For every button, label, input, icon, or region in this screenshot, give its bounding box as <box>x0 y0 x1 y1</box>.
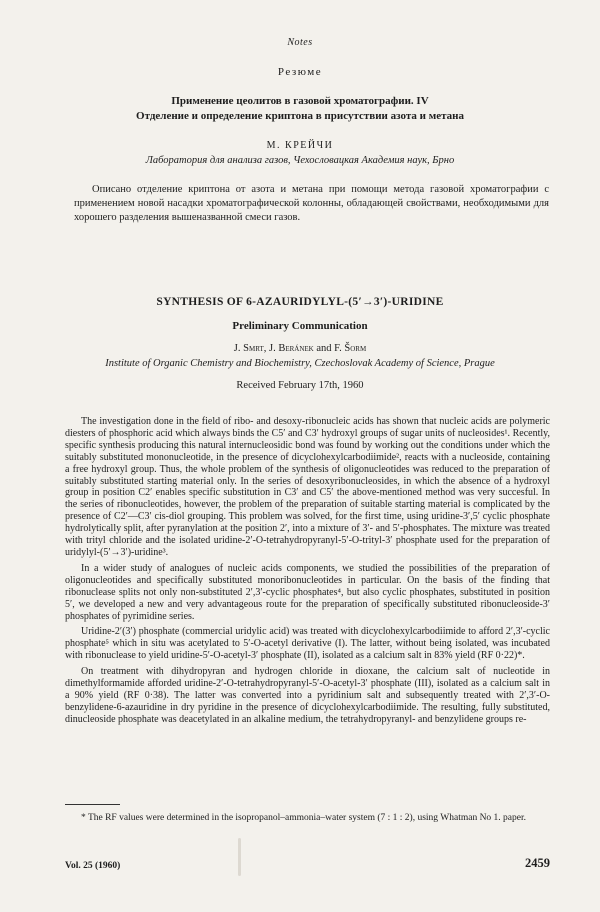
article-authors: J. Smrt, J. Beránek and F. Šorm <box>233 343 367 354</box>
footnote-rule <box>65 804 120 805</box>
resume-heading: Резюме <box>277 66 323 78</box>
article-title: SYNTHESIS OF 6-AZAURIDYLYL-(5′→3′)-URIDINE <box>156 296 444 308</box>
article-subtitle: Preliminary Communication <box>232 320 368 332</box>
resume-author: М. КРЕЙЧИ <box>266 140 334 151</box>
running-head: Notes <box>287 37 313 48</box>
author-beranek: J. Beránek <box>268 343 314 354</box>
resume-title <box>0 94 600 124</box>
body-paragraph-4: On treatment with dihydropyran and hydrogen chloride in dioxane, the calcium salt of nucleotide in dimethylformamide afforded uridine-2′-O-tetrahydropyranyl-5′-O-acetyl-3′ phosphate (III), isolated as a calcium salt in a 90% yield (RF 0·38). The latter was converted into a pyridinium salt and subsequently treated with 2′,3′-O-benzylidene-6-azauridine in dry pyridine in the presence of dicyclohexylcarbodiimide. The resulting, fully substituted, dinucleoside phosphate was deacetylated in an alkaline medium, the tetrahydropyranyl- and benzylidene groups re- <box>65 666 550 725</box>
article-affiliation: Institute of Organic Chemistry and Biochemistry, Czechoslovak Academy of Science, Prague <box>105 358 495 369</box>
resume-title-line1: Применение цеолитов в газовой хроматографии. IV <box>171 95 429 107</box>
footnote: * The RF values were determined in the isopropanol–ammonia–water system (7 : 1 : 2), using Whatman No 1. paper. <box>81 813 526 823</box>
volume-label: Vol. 25 (1960) <box>65 861 121 871</box>
author-sorm: F. Šorm <box>334 343 367 354</box>
received-date: Received February 17th, 1960 <box>236 380 364 391</box>
body-paragraph-1: The investigation done in the field of ribo- and desoxy-ribonucleic acids has shown that nucleic acids are polymeric diesters of phosphoric acid which always binds the C5′ and C3′ hydroxyl groups of sugar units of nucleosides¹. Recently, specific synthesis producing this natural internucleosidic bond was found by working out the conditions under which the suitably substituted mononucleotide, in the presence of dicyclohexylcarbodiimide², reacts with a nucleoside, containing a free hydroxyl group. Thus, the whole problem of the synthesis of oligonucleotides was reduced to the preparation of suitably substituted starting material only. In the series of desoxyribonucleosides, in which the absence of a hydroxyl group in position C2′ enables specific substitution in C3′ and C5′ the above-mentioned method was very succesful. In the series of ribonucleotides, however, the problem of the preparation of suitable starting material is complicated by the presence of C2′—C3′ cis-diol grouping. This problem was solved, for the first time, using uridine-3′,5′ cyclic phosphate hydrolytically split, after pyranylation at the position 2′, into a mixture of 3′- and 5′-phosphates. The mixture was treated with trityl chloride and the isolated uridine-2′-O-tetrahydropyranyl-5′-O-trityl-3′ phosphate used for the preparation of uridylyl-(5′→3′)-uridine³. <box>65 416 550 558</box>
page-number: 2459 <box>525 856 550 870</box>
resume-affiliation: Лаборатория для анализа газов, Чехословацкая Академия наук, Брно <box>145 155 455 166</box>
resume-abstract: Описано отделение криптона от азота и метана при помощи метода газовой хроматографии с применением новой насадки хроматографической колонны, обладающей свойствами, необходимыми для хорошего разделения вышеназванной смеси газов. <box>74 184 549 223</box>
resume-title-line2: Отделение и определение криптона в присутствии азота и метана <box>136 110 464 122</box>
body-paragraph-2: In a wider study of analogues of nucleic acids components, we studied the possibilities of the preparation of oligonucleotides and specifically substituted monoribonucleotides in particular. On the basis of the finding that ribonuclease splits not only non-substituted 2′,3′-cyclic phosphates⁴, but also cyclic phosphates, substituted in position 5′, we developed a new and very advantageous route for the preparation of specifically substituted ribonucleoside-3′ phosphates of pyrimidine series. <box>65 562 550 622</box>
author-and: and <box>316 343 332 354</box>
article-body <box>65 416 550 730</box>
scan-mark <box>238 838 241 876</box>
author-smrt: J. Smrt <box>233 343 264 354</box>
body-paragraph-3: Uridine-2′(3′) phosphate (commercial uridylic acid) was treated with dicyclohexylcarbodiimide to afford 2′,3′-cyclic phosphate⁵ which in situ was acetylated to 5′-O-acetyl derivative (I). The latter, without being isolated, was incubated with ribonuclease to yield uridine-5′-O-acetyl-3′ phosphate (II), isolated as a calcium salt in 83% yield (RF 0·22)*. <box>65 626 550 662</box>
